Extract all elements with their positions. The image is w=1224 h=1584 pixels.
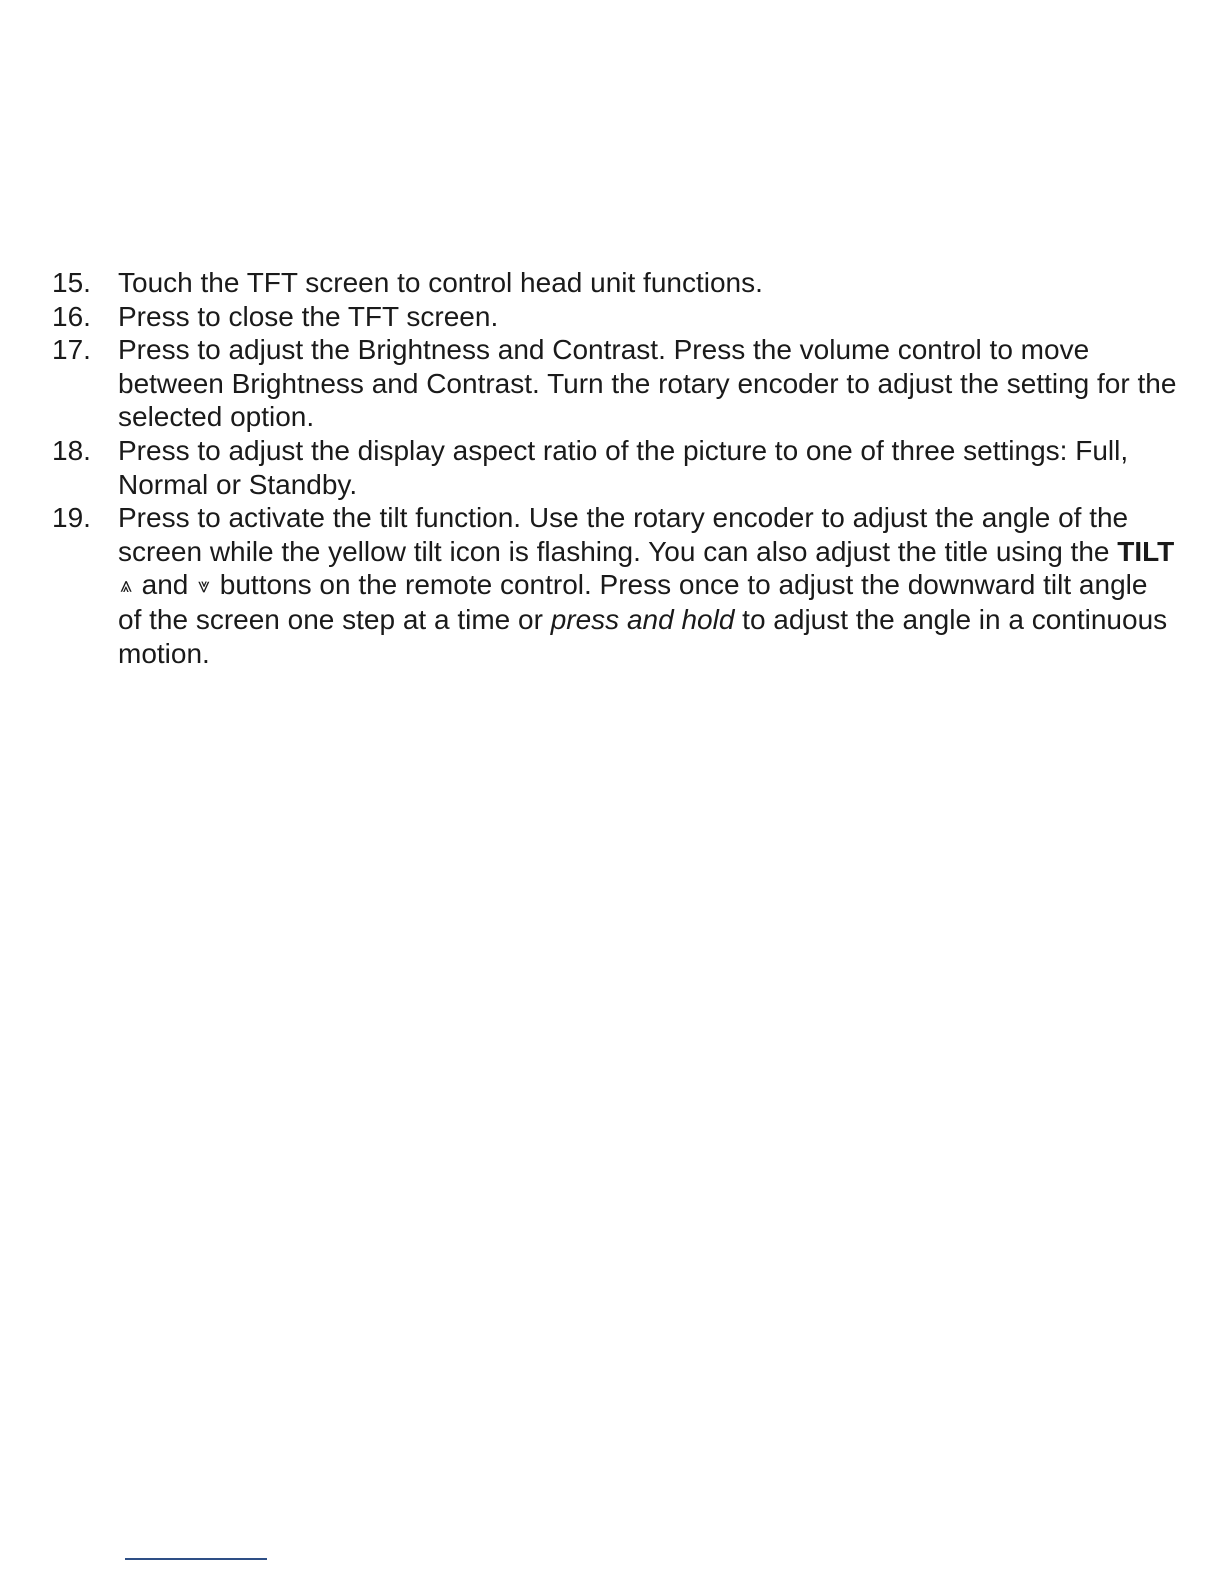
tilt-description-start: Press to activate the tilt function. Use the rotary encoder to adjust the angle of the screen while the yellow tilt icon is flashing. You can also adjust the title using the (118, 502, 1129, 567)
press-and-hold-emphasis: press and hold (550, 603, 735, 635)
item-text: Press to adjust the Brightness and Contrast. Press the volume control to move between Brightness and Contrast. Turn the rotary encoder to adjust the setting for the selected option. (118, 334, 1177, 433)
item-text: Touch the TFT screen to control head unit functions. (118, 267, 763, 298)
instruction-item-15 (52, 266, 1177, 300)
tilt-description-middle: buttons on the remote control. Press once to adjust the downward tilt angle of the screen one step at a time or (118, 569, 1148, 635)
instruction-item-19 (52, 501, 1177, 670)
item-number: 15. (52, 267, 91, 298)
double-chevron-up-icon: ⩓ (120, 574, 132, 598)
item-number: 16. (52, 300, 91, 332)
item-number: 18. (52, 434, 91, 466)
item-number: 19. (52, 502, 91, 534)
item-text (118, 501, 1177, 670)
instruction-item-18 (52, 434, 1177, 501)
item-number: 17. (52, 334, 91, 366)
instruction-list (52, 266, 1177, 670)
footer-rule (125, 1558, 267, 1560)
tilt-button-label: TILT (1117, 535, 1175, 567)
tilt-description-end: to adjust the angle in a continuous motion. (118, 603, 1168, 669)
instruction-item-16 (52, 300, 1177, 334)
instruction-item-17 (52, 333, 1177, 434)
item-text: Press to adjust the display aspect ratio of the picture to one of three settings: Full, Normal or Standby. (118, 434, 1129, 500)
conjunction-text: and (141, 569, 189, 601)
double-chevron-down-icon: ⩔ (198, 574, 210, 598)
item-text: Press to close the TFT screen. (118, 300, 499, 332)
